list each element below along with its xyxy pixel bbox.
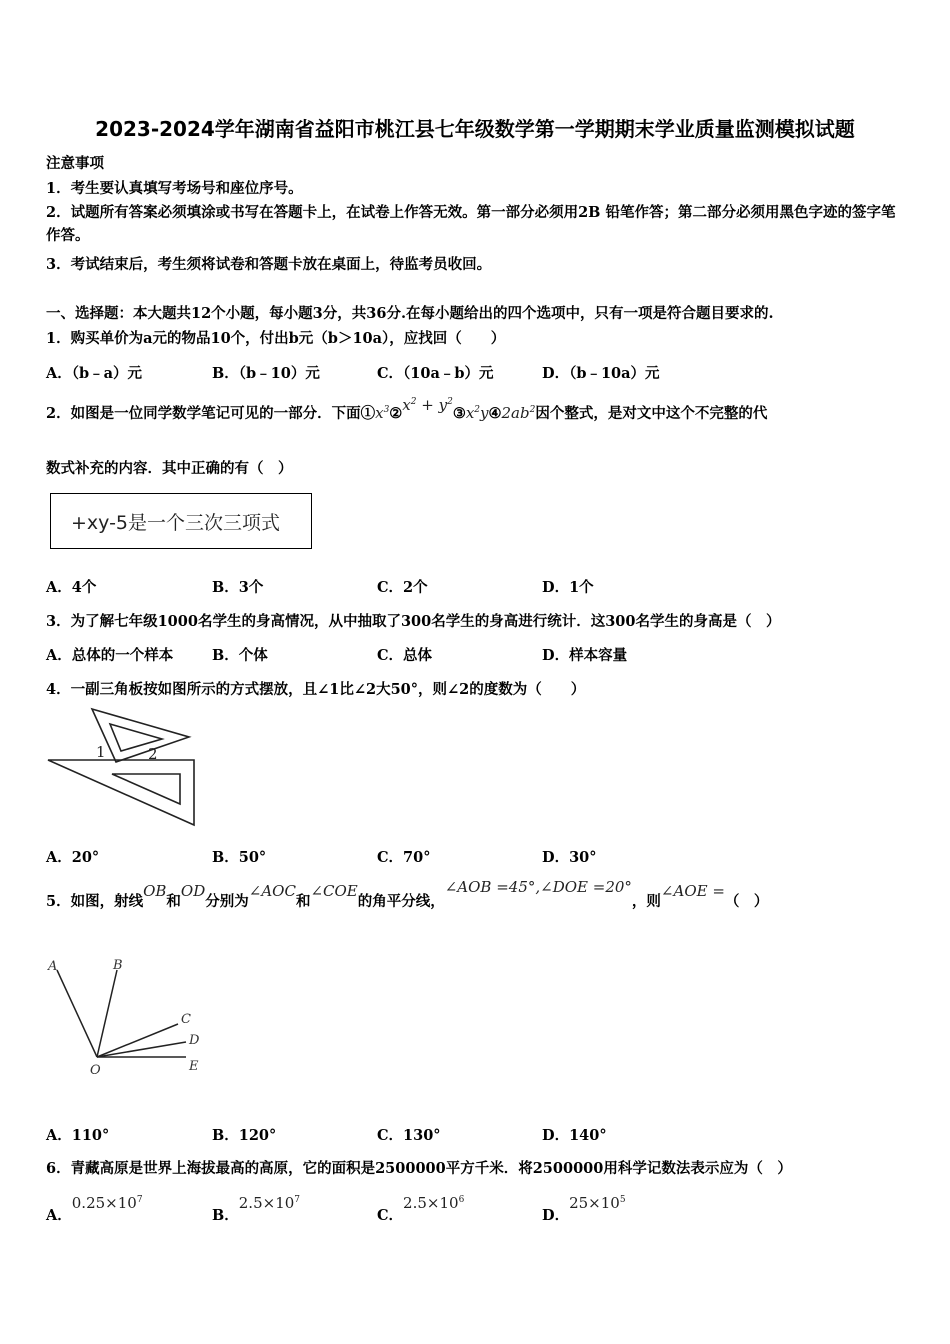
notice-item-3: 3．考试结束后，考生须将试卷和答题卡放在桌面上，待监考员收回。	[46, 256, 492, 273]
q6-option-b	[212, 1192, 301, 1224]
q6-stem: 6．青藏高原是世界上海拔最高的高原，它的面积是2500000平方千米．将2500000用科学记数法表示应为（ ）	[46, 1160, 792, 1177]
q2-term-1-exp: 3	[383, 405, 390, 415]
q6-option-b-mantissa: 2.5×10	[238, 1194, 295, 1212]
q3-stem: 3．为了解七年级1000名学生的身高情况，从中抽取了300名学生的身高进行统计．这300名学生的身高是（ ）	[46, 613, 781, 630]
q2-circle-4: ④	[488, 405, 502, 422]
q5-label-d: D	[189, 1033, 200, 1048]
q2-stem-continued: 数式补充的内容．其中正确的有（ ）	[46, 460, 293, 477]
q2-option-b: B．3个	[212, 579, 264, 596]
q1-option-c: C．（10a﹣b）元	[377, 365, 494, 382]
q5-angle-coe: ∠COE	[310, 882, 358, 900]
q2-term-2	[402, 396, 453, 414]
q4-triangle-figure	[44, 704, 200, 830]
q5-option-a: A．110°	[46, 1127, 110, 1144]
q2-circle-3: ③	[452, 405, 466, 422]
q6-option-c-exp: 6	[458, 1195, 465, 1206]
q4-option-a: A．20°	[46, 849, 100, 866]
q2-term-2-plus: +	[416, 396, 439, 414]
q2-note-box	[50, 493, 312, 549]
q6-option-a-mantissa: 0.25×10	[71, 1194, 137, 1212]
q3-option-a: A．总体的一个样本	[46, 647, 174, 664]
q1-option-d: D．（b﹣10a）元	[542, 365, 660, 382]
q6-option-d-letter: D．	[542, 1207, 570, 1224]
q4-option-c: C．70°	[377, 849, 431, 866]
q2-option-c: C．2个	[377, 579, 428, 596]
q4-angle-1-label: 1	[96, 743, 106, 761]
q2-term-3b: y	[480, 404, 489, 422]
q2-note-text: +xy-5是一个三次三项式	[71, 512, 281, 534]
q2-term-2b-exp: 2	[447, 397, 453, 407]
q6-option-a-letter: A．	[46, 1207, 72, 1224]
q5-ray-oa	[57, 970, 97, 1057]
q1-option-a: A．（b﹣a）元	[46, 365, 143, 382]
q2-term-3a: x	[465, 404, 475, 422]
q5-option-b: B．120°	[212, 1127, 277, 1144]
q5-option-c: C．130°	[377, 1127, 441, 1144]
q5-ray-od: OD	[180, 882, 206, 900]
q2-term-2a-exp: 2	[410, 397, 417, 407]
q5-ray-ob-line	[97, 970, 117, 1057]
q1-option-b: B．（b﹣10）元	[212, 365, 320, 382]
q6-option-c	[377, 1192, 465, 1224]
q2-term-2a: x	[402, 396, 411, 414]
notice-item-2: 2．试题所有答案必须填涂或书写在答题卡上，在试卷上作答无效。第一部分必须用2B 铅笔作答；第二部分必须用黑色字迹的签字笔作答。	[46, 204, 896, 244]
q2-term-4-exp: 2	[529, 405, 536, 415]
q5-given-angles: ∠AOB =45°,∠DOE =20°	[444, 878, 632, 896]
q5-s1: 5．如图，射线	[46, 893, 144, 910]
q5-label-b: B	[113, 958, 123, 973]
q5-s4: 和	[295, 893, 311, 910]
q2-term-2b: y	[438, 396, 448, 414]
q2-term-1-base: x	[375, 404, 384, 422]
q5-label-o: O	[90, 1063, 101, 1078]
q2-term-3a-exp: 2	[474, 405, 481, 415]
q2-term-1	[375, 404, 389, 422]
q5-label-a: A	[48, 959, 58, 974]
q6-option-c-letter: C．	[377, 1207, 404, 1224]
q6-option-b-letter: B．	[212, 1207, 239, 1224]
q2-stem-b: 因个整式，是对文中这个不完整的代	[535, 405, 768, 422]
q2-stem	[46, 396, 768, 423]
q5-s3: 分别为	[205, 893, 249, 910]
q6-option-a-exp: 7	[136, 1195, 143, 1206]
q6-option-c-mantissa: 2.5×10	[403, 1194, 459, 1212]
q5-s6: ，则	[631, 893, 661, 910]
q4-option-b: B．50°	[212, 849, 267, 866]
q2-stem-a: 2．如图是一位同学数学笔记可见的一部分．下面①	[46, 405, 376, 422]
q5-s5: 的角平分线，	[357, 893, 445, 910]
q6-option-d-mantissa: 25×10	[569, 1194, 620, 1212]
q4-upper-set-square	[92, 709, 189, 762]
q2-term-4-base: 2ab	[501, 404, 530, 422]
q5-rays-figure	[40, 950, 210, 1080]
q4-lower-set-square	[48, 760, 194, 825]
q5-stem	[46, 878, 769, 922]
q5-angle-aoc: ∠AOC	[248, 882, 296, 900]
q2-term-3	[466, 404, 489, 422]
q6-option-b-exp: 7	[294, 1195, 301, 1206]
q4-stem: 4．一副三角板按如图所示的方式摆放，且∠1比∠2大50°，则∠2的度数为（ ）	[46, 681, 586, 698]
q5-option-d: D．140°	[542, 1127, 607, 1144]
section-heading: 一、选择题：本大题共12个小题，每小题3分，共36分.在每小题给出的四个选项中，只有一项是符合题目要求的.	[46, 305, 774, 322]
q5-ray-oc	[97, 1024, 178, 1057]
q5-label-c: C	[181, 1012, 191, 1027]
q4-option-d: D．30°	[542, 849, 597, 866]
page-title: 2023-2024学年湖南省益阳市桃江县七年级数学第一学期期末学业质量监测模拟试题	[95, 117, 855, 141]
q5-ray-od-line	[97, 1042, 186, 1057]
q6-option-d	[542, 1192, 626, 1224]
q5-s2: 和	[166, 893, 181, 910]
q5-s7: （ ）	[724, 893, 769, 910]
q4-angle-2-label: 2	[148, 745, 158, 763]
q3-option-d: D．样本容量	[542, 647, 628, 664]
q2-circle-2: ②	[389, 405, 403, 422]
q6-option-a	[46, 1192, 143, 1224]
q3-option-c: C．总体	[377, 647, 433, 664]
q4-lower-inner-triangle	[112, 774, 180, 804]
q5-angle-aoe: ∠AOE =	[660, 882, 725, 900]
notice-heading: 注意事项	[46, 155, 104, 172]
q2-term-4	[502, 404, 536, 422]
q5-ray-ob: OB	[143, 882, 167, 900]
q3-option-b: B．个体	[212, 647, 268, 664]
q2-option-d: D．1个	[542, 579, 594, 596]
q6-option-d-exp: 5	[619, 1195, 626, 1206]
q1-stem: 1．购买单价为a元的物品10个，付出b元（b＞10a），应找回（ ）	[46, 330, 506, 347]
notice-item-1: 1．考生要认真填写考场号和座位序号。	[46, 180, 303, 197]
q2-option-a: A．4个	[46, 579, 97, 596]
q5-label-e: E	[189, 1059, 199, 1074]
